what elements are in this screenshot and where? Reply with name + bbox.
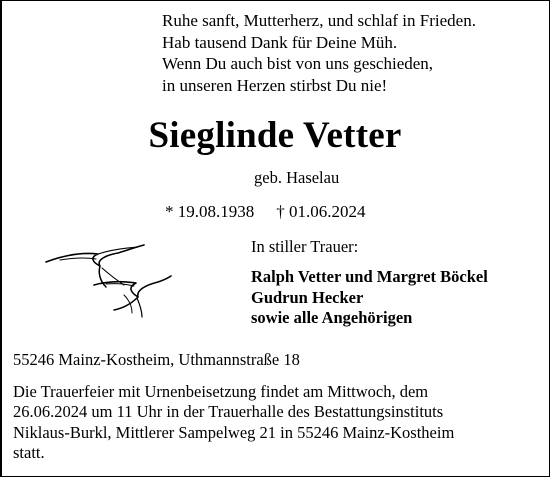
death-date: † 01.06.2024: [276, 202, 366, 221]
life-dates: [165, 202, 366, 222]
flying-birds-icon: [40, 237, 172, 319]
mourners-list: [251, 267, 488, 329]
service-line: Die Trauerfeier mit Urnenbeisetzung findet am Mittwoch, dem: [13, 382, 429, 401]
family-address: 55246 Mainz-Kostheim, Uthmannstraße 18: [13, 350, 300, 369]
birth-date: * 19.08.1938: [165, 202, 255, 221]
born-name: geb. Haselau: [254, 168, 340, 187]
poem-line: Hab tausend Dank für Deine Müh.: [162, 32, 398, 52]
poem: [162, 10, 476, 96]
service-line: Niklaus-Burkl, Mittlerer Sampelweg 21 in 55246 Mainz-Kostheim: [13, 422, 455, 442]
mourner-name: Ralph Vetter und Margret Böckel: [251, 267, 488, 286]
funeral-service-info: [13, 382, 543, 463]
service-line: statt.: [13, 442, 45, 462]
poem-line: Wenn Du auch bist von uns geschieden,: [162, 54, 434, 73]
mourning-intro: In stiller Trauer:: [251, 237, 359, 256]
poem-line: Ruhe sanft, Mutterherz, und schlaf in Frieden.: [162, 11, 476, 30]
service-line: 26.06.2024 um 11 Uhr in der Trauerhalle des Bestattungsinstituts: [13, 402, 444, 422]
mourner-name: sowie alle Angehörigen: [251, 308, 413, 327]
deceased-name: Sieglinde Vetter: [148, 115, 402, 156]
poem-line: in unseren Herzen stirbst Du nie!: [162, 75, 388, 95]
mourner-name: Gudrun Hecker: [251, 287, 364, 307]
